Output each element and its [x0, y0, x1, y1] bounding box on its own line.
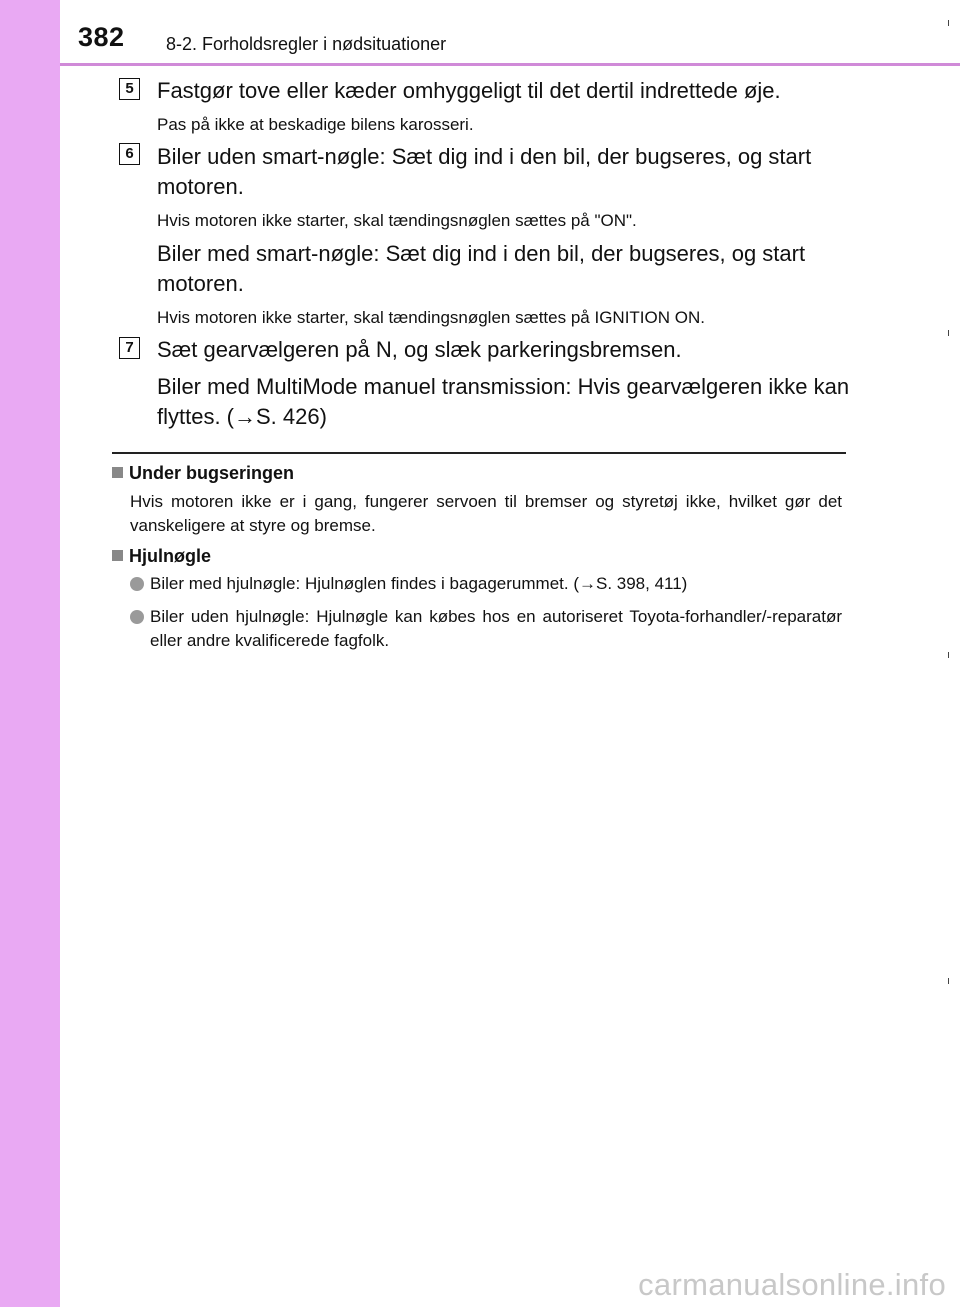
info-heading: [112, 461, 294, 485]
crop-mark: [948, 978, 949, 984]
page-number: 382: [78, 22, 125, 52]
step-instruction-alt: Biler med MultiMode manuel transmission: Hvis gearvælgeren ikke kan flyttes. (→S. 426): [157, 374, 850, 429]
step-instruction-alt: Biler med smart-nøgle: Sæt dig ind i den bil, der bugseres, og start motoren.: [157, 241, 806, 296]
info-body: Hvis motoren ikke er i gang, fungerer servoen til bremser og styretøj ikke, hvilket gør det vanskeligere at styre og bremse.: [130, 492, 842, 535]
list-item: [130, 572, 842, 596]
crop-mark: [948, 20, 949, 26]
step-number-badge: 6: [119, 143, 140, 165]
step-number-badge: 7: [119, 337, 140, 359]
step-number-badge: 5: [119, 78, 140, 100]
watermark: carmanualsonline.info: [638, 1267, 946, 1302]
info-heading: [112, 544, 211, 568]
info-heading-text: Under bugseringen: [129, 463, 295, 483]
step-instruction: Fastgør tove eller kæder omhyggeligt til det dertil indrettede øje.: [157, 78, 781, 103]
step-note: Hvis motoren ikke starter, skal tændingsnøglen sættes på IGNITION ON.: [157, 308, 705, 327]
header-rule: [60, 63, 960, 66]
crop-mark: [948, 330, 949, 336]
circle-bullet-icon: [130, 577, 144, 591]
step-note: Pas på ikke at beskadige bilens karosseri.: [157, 115, 474, 134]
circle-bullet-icon: [130, 610, 144, 624]
section-divider: [112, 452, 846, 454]
section-color-tab: [0, 0, 60, 1307]
step-instruction: Biler uden smart-nøgle: Sæt dig ind i den bil, der bugseres, og start motoren.: [157, 144, 812, 199]
step-note: Hvis motoren ikke starter, skal tændingsnøglen sættes på "ON".: [157, 211, 637, 230]
square-bullet-icon: [112, 467, 123, 478]
crop-mark: [948, 652, 949, 658]
list-item-text: Biler uden hjulnøgle: Hjulnøgle kan købes hos en autoriseret Toyota-forhandler/-reparatør eller andre kvalificerede fagfolk.: [150, 607, 842, 650]
square-bullet-icon: [112, 550, 123, 561]
info-heading-text: Hjulnøgle: [129, 546, 211, 566]
step-instruction: Sæt gearvælgeren på N, og slæk parkeringsbremsen.: [157, 337, 682, 362]
list-item-text: Biler med hjulnøgle: Hjulnøglen findes i bagagerummet. (→S. 398, 411): [150, 574, 688, 593]
section-title: 8-2. Forholdsregler i nødsituationer: [166, 34, 447, 54]
list-item: [130, 605, 842, 653]
